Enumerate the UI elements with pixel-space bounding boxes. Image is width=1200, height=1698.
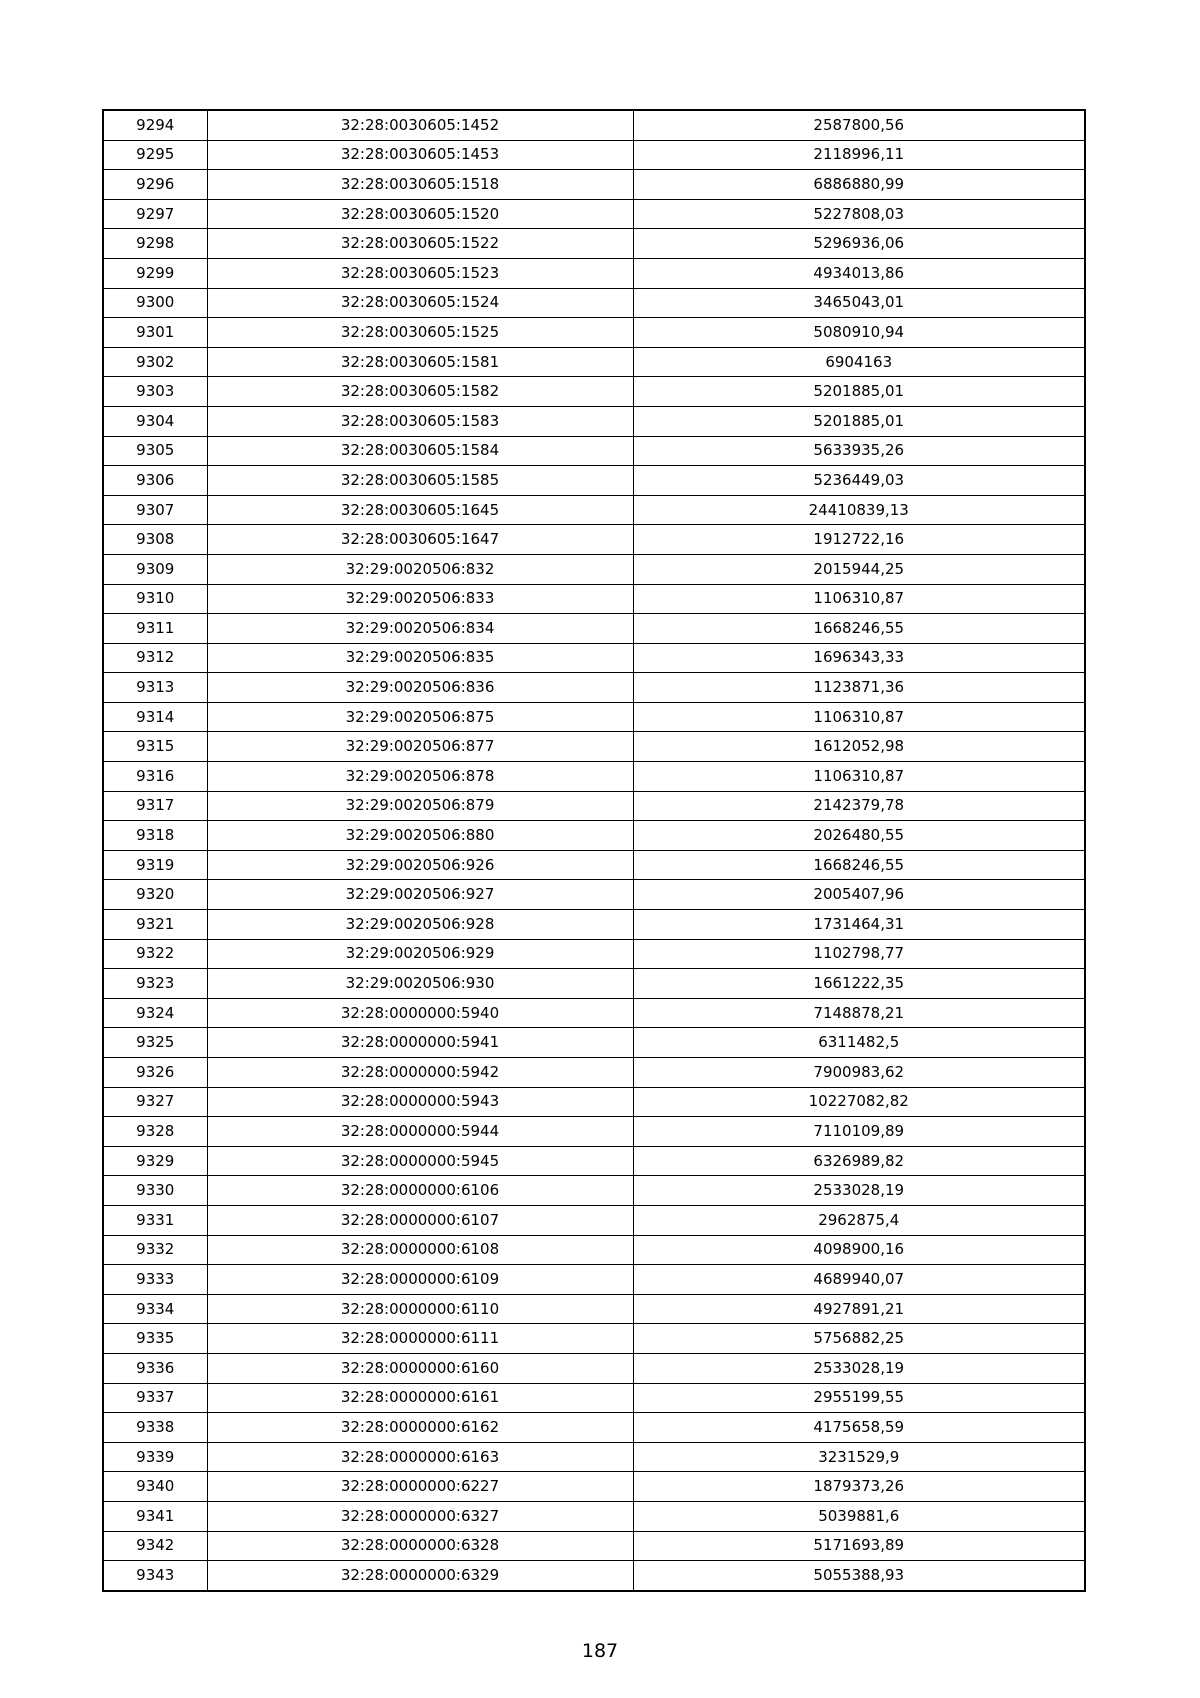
cadastral-number-cell: 32:28:0000000:6160 [207,1353,633,1383]
cadastral-value-cell: 2005407,96 [633,880,1085,910]
table-row [103,762,1085,792]
table-row [103,170,1085,200]
cadastral-value-cell: 2026480,55 [633,821,1085,851]
row-number-cell: 9299 [103,258,207,288]
row-number-cell: 9316 [103,762,207,792]
cadastral-value-cell: 1106310,87 [633,762,1085,792]
cadastral-number-cell: 32:29:0020506:875 [207,702,633,732]
row-number-cell: 9319 [103,850,207,880]
table-row [103,199,1085,229]
cadastral-value-cell: 3231529,9 [633,1442,1085,1472]
table-row [103,140,1085,170]
row-number-cell: 9334 [103,1294,207,1324]
cadastral-number-cell: 32:29:0020506:927 [207,880,633,910]
cadastral-value-cell: 6904163 [633,347,1085,377]
cadastral-value-cell: 5296936,06 [633,229,1085,259]
cadastral-number-cell: 32:28:0030605:1522 [207,229,633,259]
cadastral-value-cell: 1106310,87 [633,584,1085,614]
table-row [103,1117,1085,1147]
table-row [103,969,1085,999]
cadastral-value-cell: 2118996,11 [633,140,1085,170]
table-row [103,939,1085,969]
row-number-cell: 9335 [103,1324,207,1354]
cadastral-number-cell: 32:28:0000000:6107 [207,1205,633,1235]
table-row [103,1531,1085,1561]
row-number-cell: 9314 [103,702,207,732]
cadastral-number-cell: 32:28:0000000:6108 [207,1235,633,1265]
row-number-cell: 9333 [103,1265,207,1295]
table-row [103,110,1085,140]
row-number-cell: 9339 [103,1442,207,1472]
cadastral-number-cell: 32:28:0030605:1585 [207,466,633,496]
cadastral-number-cell: 32:29:0020506:836 [207,673,633,703]
table-row [103,1028,1085,1058]
row-number-cell: 9342 [103,1531,207,1561]
cadastral-number-cell: 32:28:0030605:1525 [207,318,633,348]
cadastral-value-table [102,109,1086,1592]
cadastral-value-cell: 5055388,93 [633,1561,1085,1591]
cadastral-value-cell: 1696343,33 [633,643,1085,673]
cadastral-value-cell: 1668246,55 [633,850,1085,880]
cadastral-value-cell: 3465043,01 [633,288,1085,318]
row-number-cell: 9303 [103,377,207,407]
table-row [103,1383,1085,1413]
cadastral-number-cell: 32:28:0000000:6161 [207,1383,633,1413]
cadastral-value-cell: 1106310,87 [633,702,1085,732]
cadastral-value-cell: 5201885,01 [633,406,1085,436]
cadastral-value-cell: 4927891,21 [633,1294,1085,1324]
row-number-cell: 9321 [103,910,207,940]
row-number-cell: 9294 [103,110,207,140]
table-row [103,850,1085,880]
cadastral-value-cell: 7148878,21 [633,998,1085,1028]
cadastral-value-cell: 6311482,5 [633,1028,1085,1058]
cadastral-value-cell: 1912722,16 [633,525,1085,555]
row-number-cell: 9317 [103,791,207,821]
row-number-cell: 9301 [103,318,207,348]
cadastral-number-cell: 32:28:0030605:1645 [207,495,633,525]
table-row [103,702,1085,732]
cadastral-number-cell: 32:29:0020506:833 [207,584,633,614]
table-row [103,466,1085,496]
table-row [103,821,1085,851]
table-row [103,1235,1085,1265]
table-row [103,1472,1085,1502]
table-row [103,643,1085,673]
table-row [103,318,1085,348]
cadastral-number-cell: 32:29:0020506:928 [207,910,633,940]
cadastral-value-cell: 6326989,82 [633,1146,1085,1176]
row-number-cell: 9306 [103,466,207,496]
cadastral-number-cell: 32:28:0030605:1518 [207,170,633,200]
cadastral-number-cell: 32:28:0030605:1523 [207,258,633,288]
cadastral-number-cell: 32:28:0000000:6163 [207,1442,633,1472]
row-number-cell: 9311 [103,614,207,644]
cadastral-value-cell: 7110109,89 [633,1117,1085,1147]
cadastral-value-cell: 2142379,78 [633,791,1085,821]
cadastral-number-cell: 32:28:0000000:5940 [207,998,633,1028]
row-number-cell: 9326 [103,1058,207,1088]
cadastral-number-cell: 32:29:0020506:926 [207,850,633,880]
row-number-cell: 9304 [103,406,207,436]
row-number-cell: 9343 [103,1561,207,1591]
cadastral-number-cell: 32:28:0000000:6106 [207,1176,633,1206]
cadastral-value-cell: 7900983,62 [633,1058,1085,1088]
table-row [103,525,1085,555]
cadastral-number-cell: 32:28:0030605:1520 [207,199,633,229]
cadastral-value-cell: 1879373,26 [633,1472,1085,1502]
row-number-cell: 9322 [103,939,207,969]
table-row [103,1413,1085,1443]
table-row [103,1561,1085,1591]
table-row [103,229,1085,259]
row-number-cell: 9338 [103,1413,207,1443]
table-row [103,1324,1085,1354]
cadastral-number-cell: 32:29:0020506:930 [207,969,633,999]
table-row [103,1442,1085,1472]
cadastral-number-cell: 32:28:0000000:6227 [207,1472,633,1502]
table-row [103,1176,1085,1206]
row-number-cell: 9323 [103,969,207,999]
table-row [103,1058,1085,1088]
row-number-cell: 9308 [103,525,207,555]
cadastral-value-cell: 4689940,07 [633,1265,1085,1295]
page-number: 187 [581,1640,619,1662]
cadastral-number-cell: 32:28:0030605:1524 [207,288,633,318]
row-number-cell: 9310 [103,584,207,614]
table-row [103,732,1085,762]
cadastral-value-cell: 10227082,82 [633,1087,1085,1117]
row-number-cell: 9318 [103,821,207,851]
cadastral-value-cell: 2955199,55 [633,1383,1085,1413]
cadastral-value-cell: 4934013,86 [633,258,1085,288]
cadastral-number-cell: 32:28:0000000:6109 [207,1265,633,1295]
cadastral-number-cell: 32:29:0020506:929 [207,939,633,969]
row-number-cell: 9325 [103,1028,207,1058]
cadastral-value-cell: 1668246,55 [633,614,1085,644]
cadastral-value-cell: 4175658,59 [633,1413,1085,1443]
cadastral-number-cell: 32:29:0020506:880 [207,821,633,851]
table-row [103,1205,1085,1235]
table-row [103,673,1085,703]
row-number-cell: 9327 [103,1087,207,1117]
table-row [103,347,1085,377]
table-row [103,1501,1085,1531]
row-number-cell: 9315 [103,732,207,762]
cadastral-value-cell: 5080910,94 [633,318,1085,348]
cadastral-value-cell: 2962875,4 [633,1205,1085,1235]
table-body [103,110,1085,1591]
cadastral-value-cell: 2015944,25 [633,554,1085,584]
row-number-cell: 9298 [103,229,207,259]
cadastral-value-cell: 5201885,01 [633,377,1085,407]
cadastral-number-cell: 32:28:0030605:1582 [207,377,633,407]
row-number-cell: 9312 [103,643,207,673]
cadastral-value-cell: 5756882,25 [633,1324,1085,1354]
table-row [103,1294,1085,1324]
table-row [103,1146,1085,1176]
cadastral-number-cell: 32:28:0000000:5942 [207,1058,633,1088]
cadastral-number-cell: 32:28:0000000:6111 [207,1324,633,1354]
table-row [103,1353,1085,1383]
table-row [103,288,1085,318]
cadastral-number-cell: 32:29:0020506:879 [207,791,633,821]
cadastral-value-cell: 1661222,35 [633,969,1085,999]
cadastral-number-cell: 32:28:0000000:5943 [207,1087,633,1117]
table-row [103,436,1085,466]
cadastral-value-cell: 2587800,56 [633,110,1085,140]
cadastral-number-cell: 32:28:0000000:6329 [207,1561,633,1591]
table-row [103,614,1085,644]
cadastral-value-cell: 6886880,99 [633,170,1085,200]
cadastral-value-cell: 1102798,77 [633,939,1085,969]
cadastral-number-cell: 32:28:0000000:5944 [207,1117,633,1147]
cadastral-number-cell: 32:28:0000000:6110 [207,1294,633,1324]
cadastral-number-cell: 32:28:0030605:1584 [207,436,633,466]
cadastral-value-cell: 5227808,03 [633,199,1085,229]
cadastral-number-cell: 32:29:0020506:834 [207,614,633,644]
cadastral-value-cell: 24410839,13 [633,495,1085,525]
row-number-cell: 9336 [103,1353,207,1383]
cadastral-value-cell: 5039881,6 [633,1501,1085,1531]
cadastral-value-cell: 1731464,31 [633,910,1085,940]
table-row [103,495,1085,525]
table-row [103,910,1085,940]
cadastral-number-cell: 32:28:0000000:5941 [207,1028,633,1058]
table-row [103,1265,1085,1295]
row-number-cell: 9341 [103,1501,207,1531]
row-number-cell: 9320 [103,880,207,910]
cadastral-number-cell: 32:28:0030605:1453 [207,140,633,170]
cadastral-value-cell: 1123871,36 [633,673,1085,703]
cadastral-value-cell: 2533028,19 [633,1176,1085,1206]
table-row [103,791,1085,821]
row-number-cell: 9340 [103,1472,207,1502]
row-number-cell: 9329 [103,1146,207,1176]
row-number-cell: 9297 [103,199,207,229]
cadastral-number-cell: 32:28:0030605:1452 [207,110,633,140]
row-number-cell: 9302 [103,347,207,377]
row-number-cell: 9305 [103,436,207,466]
cadastral-number-cell: 32:28:0030605:1581 [207,347,633,377]
row-number-cell: 9337 [103,1383,207,1413]
row-number-cell: 9307 [103,495,207,525]
row-number-cell: 9331 [103,1205,207,1235]
row-number-cell: 9296 [103,170,207,200]
table-row [103,584,1085,614]
row-number-cell: 9330 [103,1176,207,1206]
cadastral-value-cell: 1612052,98 [633,732,1085,762]
cadastral-value-cell: 4098900,16 [633,1235,1085,1265]
cadastral-number-cell: 32:28:0000000:5945 [207,1146,633,1176]
cadastral-value-cell: 5633935,26 [633,436,1085,466]
table-row [103,880,1085,910]
cadastral-value-cell: 2533028,19 [633,1353,1085,1383]
cadastral-number-cell: 32:28:0030605:1647 [207,525,633,555]
row-number-cell: 9324 [103,998,207,1028]
cadastral-number-cell: 32:28:0030605:1583 [207,406,633,436]
table-row [103,998,1085,1028]
row-number-cell: 9313 [103,673,207,703]
row-number-cell: 9295 [103,140,207,170]
row-number-cell: 9328 [103,1117,207,1147]
cadastral-number-cell: 32:29:0020506:835 [207,643,633,673]
table-row [103,554,1085,584]
table-row [103,258,1085,288]
cadastral-number-cell: 32:29:0020506:877 [207,732,633,762]
row-number-cell: 9309 [103,554,207,584]
cadastral-number-cell: 32:28:0000000:6328 [207,1531,633,1561]
table-row [103,1087,1085,1117]
cadastral-number-cell: 32:28:0000000:6162 [207,1413,633,1443]
row-number-cell: 9300 [103,288,207,318]
cadastral-value-cell: 5236449,03 [633,466,1085,496]
table-row [103,377,1085,407]
cadastral-number-cell: 32:29:0020506:878 [207,762,633,792]
row-number-cell: 9332 [103,1235,207,1265]
cadastral-value-cell: 5171693,89 [633,1531,1085,1561]
table-row [103,406,1085,436]
cadastral-number-cell: 32:28:0000000:6327 [207,1501,633,1531]
cadastral-number-cell: 32:29:0020506:832 [207,554,633,584]
